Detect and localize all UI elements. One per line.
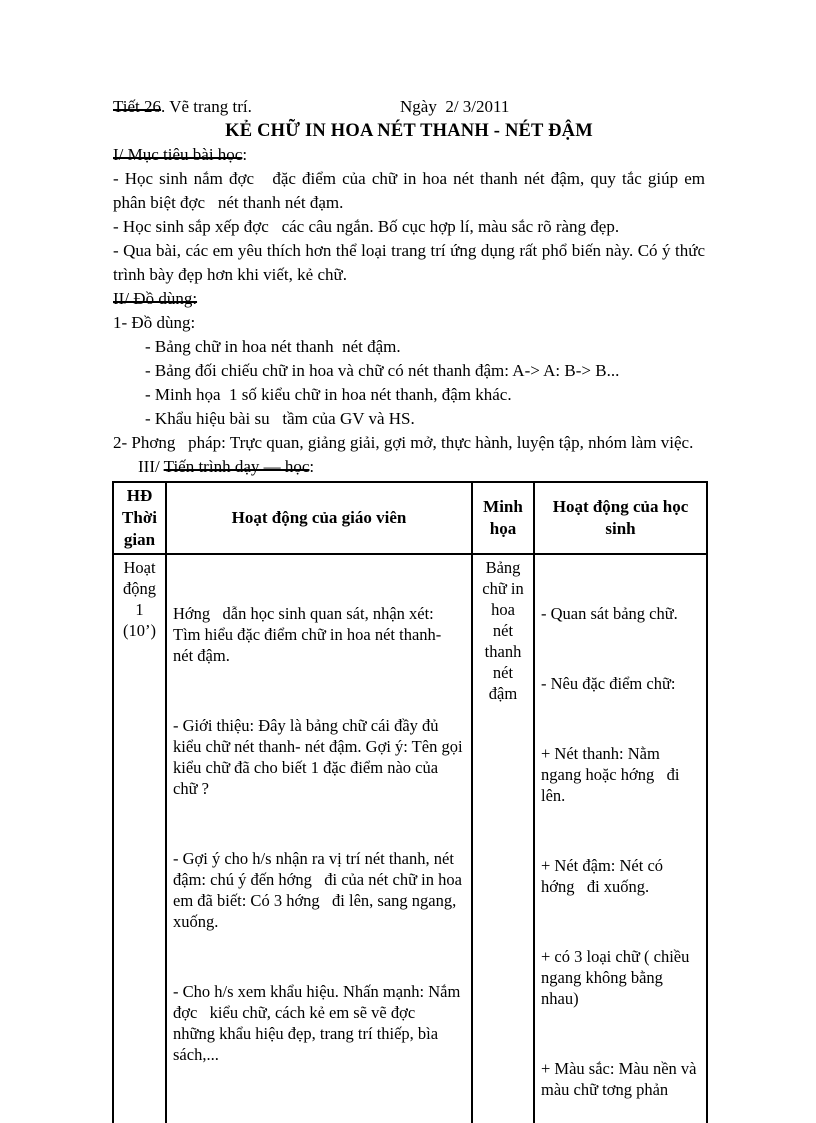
student-activity-paragraph: + có 3 loại chữ ( chiều ngang không bằng nhau) <box>541 947 694 1008</box>
lesson-date: Ngày 2/ 3/2011 <box>400 97 510 116</box>
table-header-row <box>113 482 707 554</box>
do-dung-item: - Khẩu hiệu bài su tầm của GV và HS. <box>145 409 415 428</box>
cell-teacher-activities <box>166 554 472 1123</box>
student-activity-paragraph: + Nét thanh: Nằm ngang hoặc hớng đi lên. <box>541 744 684 805</box>
do-dung-item: - Bảng chữ in hoa nét thanh nét đậm. <box>145 337 401 356</box>
cell-illustration: Bảng chữ in hoa nét thanh nét đậm <box>472 554 534 1123</box>
cell-activity-time: Hoạt động 1 (10’) <box>113 554 166 1123</box>
tien-trinh-prefix: III/ <box>138 457 164 476</box>
muc-tieu-heading-colon: : <box>242 145 248 164</box>
do-dung-sub-heading: 1- Đồ dùng: <box>113 313 196 332</box>
teacher-activity-paragraph: - Giới thiệu: Đây là bảng chữ cái đầy đủ kiểu chữ nét thanh- nét đậm. Gợi ý: Tên gọi kiểu chữ đã cho biết 1 đặc điểm nào của chữ ? <box>173 716 467 798</box>
tien-trinh-heading-colon: : <box>309 457 315 476</box>
column-header-hd-thoi-gian: HĐ Thời gian <box>113 482 166 554</box>
student-activity-paragraph: - Quan sát bảng chữ. <box>541 604 678 623</box>
student-activity-paragraph: + Nét đậm: Nét có hớng đi xuống. <box>541 856 668 896</box>
muc-tieu-heading-text: I/ Mục tiêu bài học <box>113 145 243 164</box>
do-dung-item: - Bảng đối chiếu chữ in hoa và chữ có nét thanh đậm: A-> A: B-> B... <box>145 361 620 380</box>
lesson-subject: . Vẽ trang trí. <box>161 97 252 116</box>
muc-tieu-item: - Qua bài, các em yêu thích hơn thể loại trang trí ứng dụng rất phổ biến này. Có ý thức trình bày đẹp hơn khi viết, kẻ chữ. <box>113 241 710 284</box>
cell-student-activities <box>534 554 707 1123</box>
column-header-hoat-dong-gv: Hoạt động của giáo viên <box>166 482 472 554</box>
column-header-minh-hoa: Minh họa <box>472 482 534 554</box>
teacher-activity-paragraph: - Gợi ý cho h/s nhận ra vị trí nét thanh, nét đậm: chú ý đến hớng đi của nét chữ in hoa em đã biết: Có 3 hớng đi lên, sang ngang, xuống. <box>173 849 467 931</box>
lesson-number: Tiết 26 <box>113 97 162 116</box>
table-row <box>113 554 707 1123</box>
phuong-phap-paragraph: 2- Phơng pháp: Trực quan, giảng giải, gợi mở, thực hành, luyện tập, nhóm làm việc. <box>113 433 694 452</box>
muc-tieu-item: - Học sinh sắp xếp đợc các câu ngắn. Bố cục hợp lí, màu sắc rõ ràng đẹp. <box>113 217 620 236</box>
do-dung-item: - Minh họa 1 số kiểu chữ in hoa nét thanh, đậm khác. <box>145 385 512 404</box>
tien-trinh-heading-text: Tiến trình dạy — học <box>163 457 310 476</box>
section-heading-tien-trinh <box>113 455 705 479</box>
student-activity-paragraph: + Màu sắc: Màu nền và màu chữ tơng phản <box>541 1059 701 1099</box>
section-heading-do-dung <box>113 287 705 311</box>
page-title: KẺ CHỮ IN HOA NÉT THANH - NÉT ĐẬM <box>225 121 593 141</box>
document-content <box>113 95 710 1123</box>
teacher-activity-paragraph: - Cho h/s xem khẩu hiệu. Nhấn mạnh: Nắm đợc kiểu chữ, cách kẻ em sẽ vẽ đợc những khẩu hiệu đẹp, trang trí thiếp, bìa sách,... <box>173 982 465 1064</box>
column-header-hoat-dong-hs: Hoạt động của học sinh <box>534 482 707 554</box>
student-activity-paragraph: - Nêu đặc điểm chữ: <box>541 674 676 693</box>
teacher-activity-paragraph: Hớng dẫn học sinh quan sát, nhận xét: Tìm hiểu đặc điểm chữ in hoa nét thanh- nét đậm. <box>173 604 446 665</box>
section-heading-muc-tieu <box>113 143 705 167</box>
muc-tieu-item: - Học sinh nắm đợc đặc điểm của chữ in hoa nét thanh nét đậm, quy tắc giúp em phân biệt đợc nét thanh nét đạm. <box>113 169 710 212</box>
lesson-header-line <box>113 95 705 119</box>
do-dung-heading-text: II/ Đồ dùng: <box>113 289 198 308</box>
lesson-plan-table <box>112 481 708 1123</box>
